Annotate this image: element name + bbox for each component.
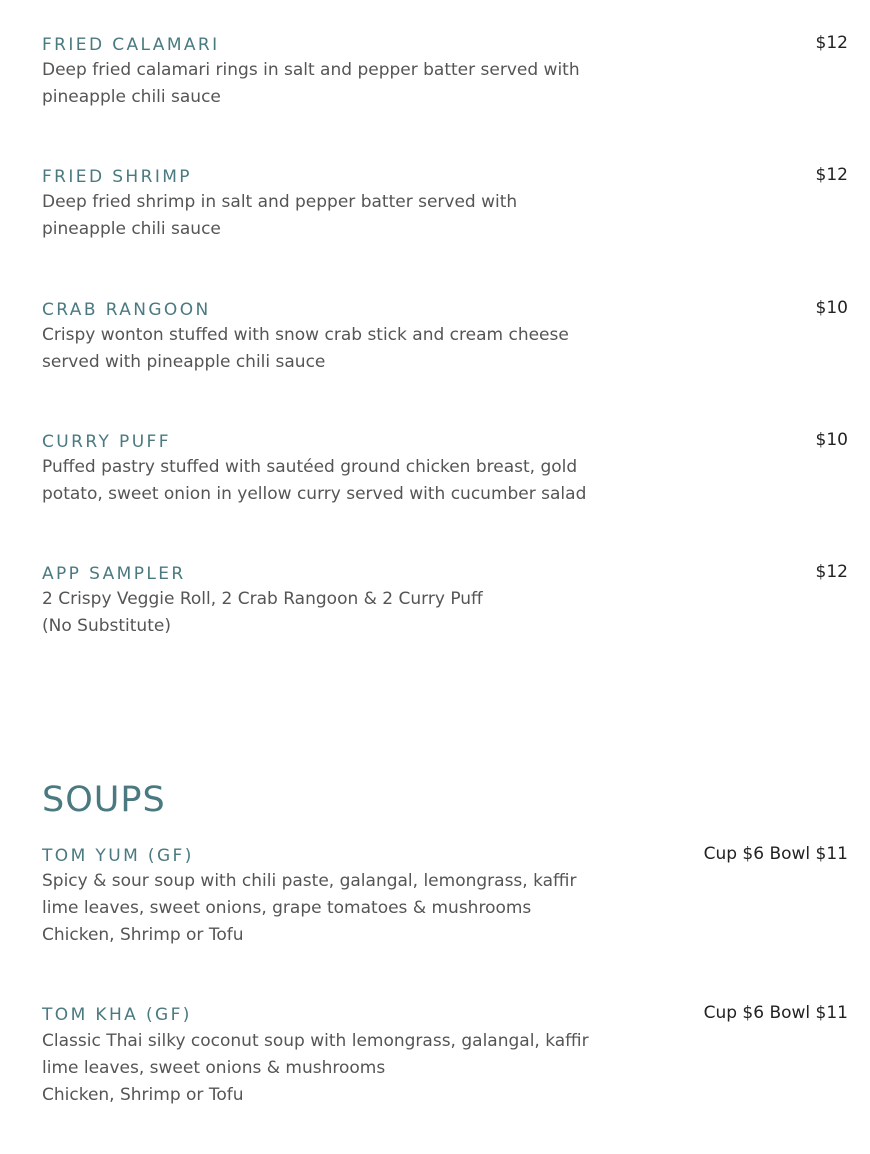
menu-item-price: $12 xyxy=(815,165,848,185)
description-line: served with pineapple chili sauce xyxy=(42,352,326,372)
menu-item-name: APP SAMPLER xyxy=(42,564,186,584)
description-line: Spicy & sour soup with chili paste, galangal, lemongrass, kaffir xyxy=(42,871,577,891)
menu-item-description xyxy=(42,868,632,949)
menu-item-description xyxy=(42,586,632,640)
menu-item-name: TOM YUM (GF) xyxy=(42,846,194,866)
menu-item-price: $12 xyxy=(815,562,848,582)
menu-item-price: $12 xyxy=(815,33,848,53)
description-line: Crispy wonton stuffed with snow crab stick and cream cheese xyxy=(42,325,569,345)
menu-item-name: TOM KHA (GF) xyxy=(42,1005,192,1025)
menu-item-description xyxy=(42,454,632,508)
description-line: Puffed pastry stuffed with sautéed ground chicken breast, gold xyxy=(42,457,578,477)
menu-item-description xyxy=(42,57,632,111)
menu-item-description xyxy=(42,322,632,376)
description-line: lime leaves, sweet onions & mushrooms xyxy=(42,1058,386,1078)
menu-item-description xyxy=(42,189,632,243)
description-line: 2 Crispy Veggie Roll, 2 Crab Rangoon & 2 Curry Puff xyxy=(42,589,483,609)
section-title-soups: SOUPS xyxy=(42,780,166,820)
menu-item-name: CURRY PUFF xyxy=(42,432,171,452)
description-line: Deep fried shrimp in salt and pepper batter served with xyxy=(42,192,518,212)
description-line: lime leaves, sweet onions, grape tomatoes & mushrooms xyxy=(42,898,532,918)
menu-item-name: FRIED SHRIMP xyxy=(42,167,192,187)
menu-item-price: Cup $6 Bowl $11 xyxy=(703,844,848,864)
menu-item-name: FRIED CALAMARI xyxy=(42,35,220,55)
description-line: pineapple chili sauce xyxy=(42,219,221,239)
menu-item-description xyxy=(42,1028,632,1109)
menu-item-price: $10 xyxy=(815,298,848,318)
description-line: (No Substitute) xyxy=(42,616,171,636)
description-line: Chicken, Shrimp or Tofu xyxy=(42,925,244,945)
description-line: Classic Thai silky coconut soup with lemongrass, galangal, kaffir xyxy=(42,1031,589,1051)
description-line: pineapple chili sauce xyxy=(42,87,221,107)
menu-item-price: $10 xyxy=(815,430,848,450)
menu-item-price: Cup $6 Bowl $11 xyxy=(703,1003,848,1023)
description-line: potato, sweet onion in yellow curry served with cucumber salad xyxy=(42,484,587,504)
menu-item-name: CRAB RANGOON xyxy=(42,300,211,320)
description-line: Chicken, Shrimp or Tofu xyxy=(42,1085,244,1105)
description-line: Deep fried calamari rings in salt and pepper batter served with xyxy=(42,60,580,80)
